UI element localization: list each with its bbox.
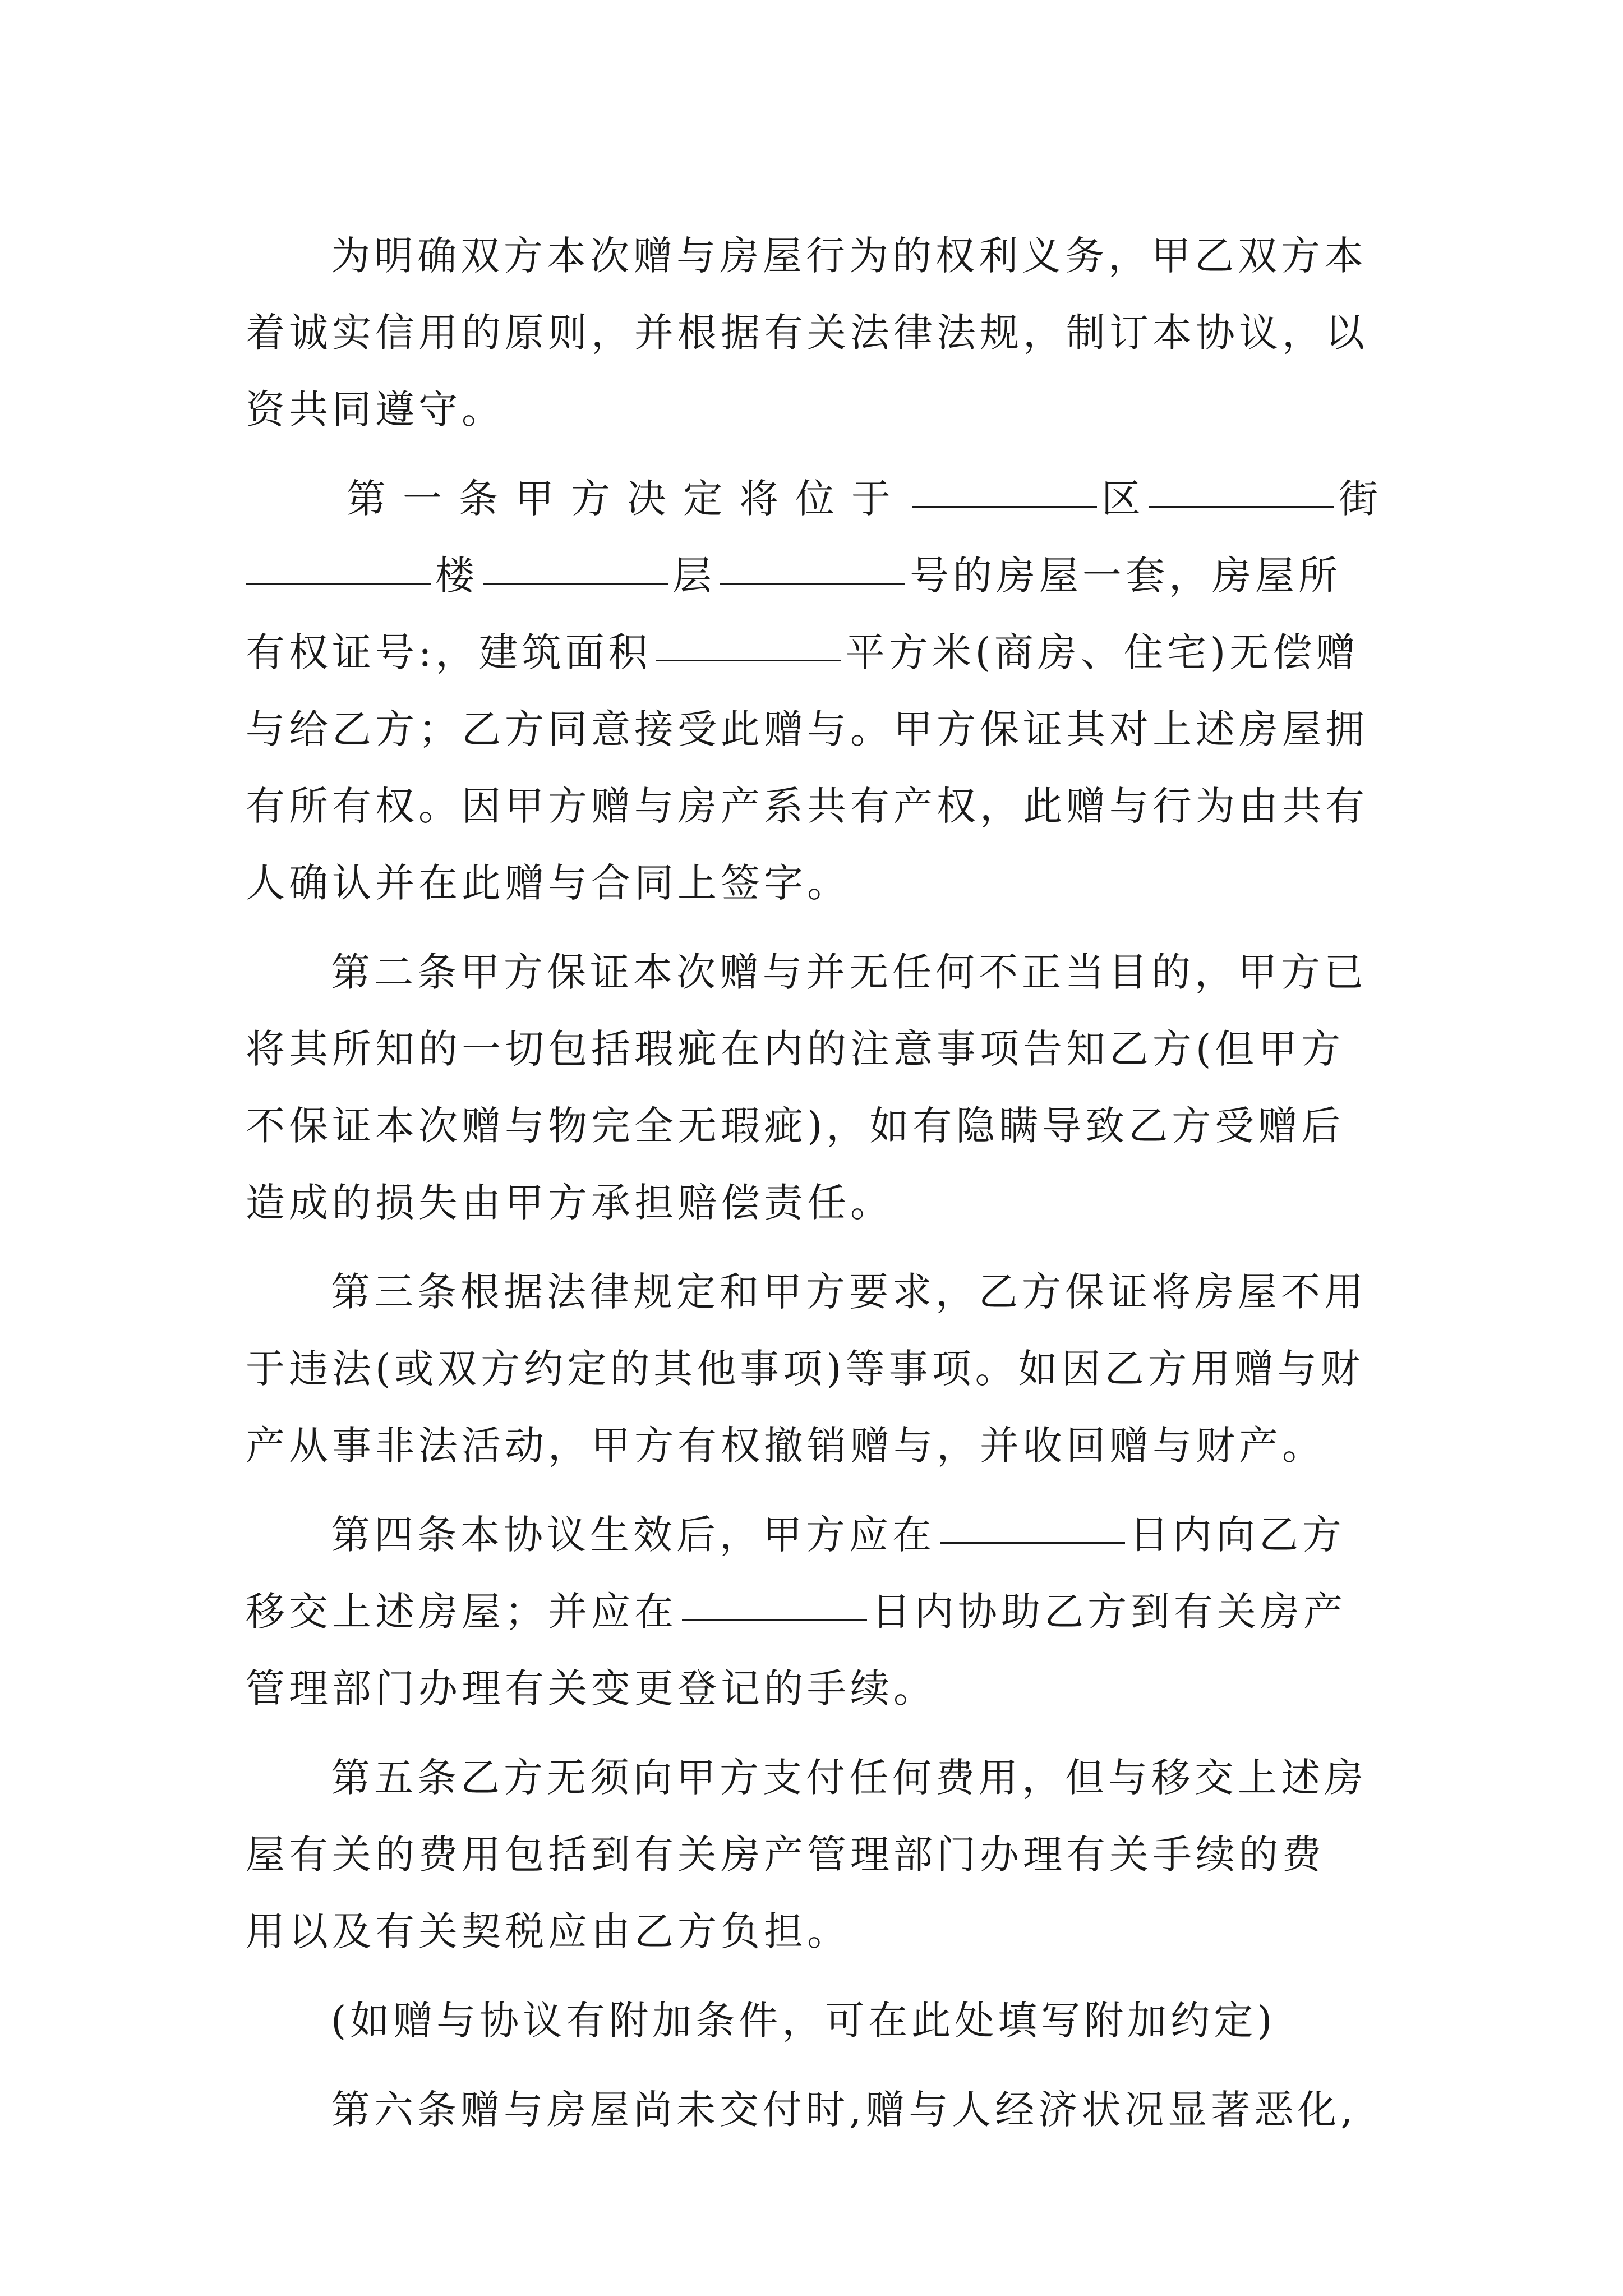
article-5-paragraph [246,1740,1378,1970]
article-3-paragraph [246,1254,1378,1484]
article-1-line-6: 人确认并在此赠与合同上签字。 [246,860,850,906]
note-line: (如赠与协议有附加条件，可在此处填写附加约定) [331,1998,1276,2044]
article-1-text-f: 号的房屋一套，房屋所 [910,553,1341,599]
document-body [246,218,1382,2148]
note-paragraph [246,1982,1378,2059]
intro-line-3: 资共同遵守。 [246,386,505,432]
article-4-text-c: 移交上述房屋；并应在 [246,1589,677,1635]
article-1-line-1 [246,461,1382,537]
article-1-paragraph [246,461,1382,922]
article-1-line-2 [246,537,1378,614]
article-1-text-b: 区 [1101,476,1145,522]
article-5-line-1: 第五条乙方无须向甲方支付任何费用，但与移交上述房 [331,1755,1367,1801]
article-1-text-d: 楼 [435,553,478,599]
article-4-paragraph [246,1497,1378,1727]
article-1-line-4: 与给乙方；乙方同意接受此赠与。甲方保证其对上述房屋拥 [246,706,1368,752]
article-2-line-3: 不保证本次赠与物完全无瑕疵)，如有隐瞒导致乙方受赠后 [246,1103,1345,1149]
article-4-line-1 [246,1497,1378,1573]
article-1-text-g: 有权证号:，建筑面积 [246,629,652,675]
article-2-line-1: 第二条甲方保证本次赠与并无任何不正当目的，甲方已 [331,949,1367,995]
district-blank[interactable] [912,467,1097,508]
article-6-paragraph [246,2072,1378,2148]
intro-paragraph [246,218,1378,448]
article-6-line-1: 第六条赠与房屋尚未交付时,赠与人经济状况显著恶化, [331,2087,1357,2133]
article-2-line-2: 将其所知的一切包括瑕疵在内的注意事项告知乙方(但甲方 [246,1026,1345,1072]
floor-blank[interactable] [483,544,668,585]
article-1-text-e: 层 [672,553,716,599]
handover-days-blank[interactable] [940,1503,1125,1544]
registration-days-blank[interactable] [682,1580,867,1621]
article-1-line-5: 有所有权。因甲方赠与房产系共有产权，此赠与行为由共有 [246,783,1368,829]
intro-line-2: 着诚实信用的原则，并根据有关法律法规，制订本协议，以 [246,310,1368,356]
street-blank[interactable] [1149,467,1334,508]
article-5-line-3: 用以及有关契税应由乙方负担。 [246,1908,850,1954]
unit-number-blank[interactable] [720,544,905,585]
intro-line-1: 为明确双方本次赠与房屋行为的权利义务，甲乙双方本 [331,233,1367,279]
article-4-text-a: 第四条本协议生效后，甲方应在 [331,1512,935,1558]
article-3-line-3: 产从事非法活动，甲方有权撤销赠与，并收回赠与财产。 [246,1423,1325,1469]
article-4-text-d: 日内协助乙方到有关房产 [872,1589,1347,1635]
article-3-line-1: 第三条根据法律规定和甲方要求，乙方保证将房屋不用 [331,1269,1367,1315]
article-4-line-2 [246,1573,1378,1650]
article-3-line-2: 于违法(或双方约定的其他事项)等事项。如因乙方用赠与财 [246,1346,1364,1392]
article-2-line-4: 造成的损失由甲方承担赔偿责任。 [246,1180,893,1226]
building-blank[interactable] [246,544,431,585]
area-blank[interactable] [656,620,841,661]
article-1-line-3 [246,614,1378,691]
article-4-line-3: 管理部门办理有关变更登记的手续。 [246,1665,937,1711]
article-1-text-h: 平方米(商房、住宅)无偿赠 [845,629,1359,675]
article-5-line-2: 屋有关的费用包括到有关房产管理部门办理有关手续的费 [246,1832,1325,1878]
article-1-text-a: 第一条甲方决定将位于 [347,476,907,522]
article-2-paragraph [246,934,1378,1241]
article-4-text-b: 日内向乙方 [1129,1512,1345,1558]
article-1-text-c: 街 [1339,476,1382,522]
